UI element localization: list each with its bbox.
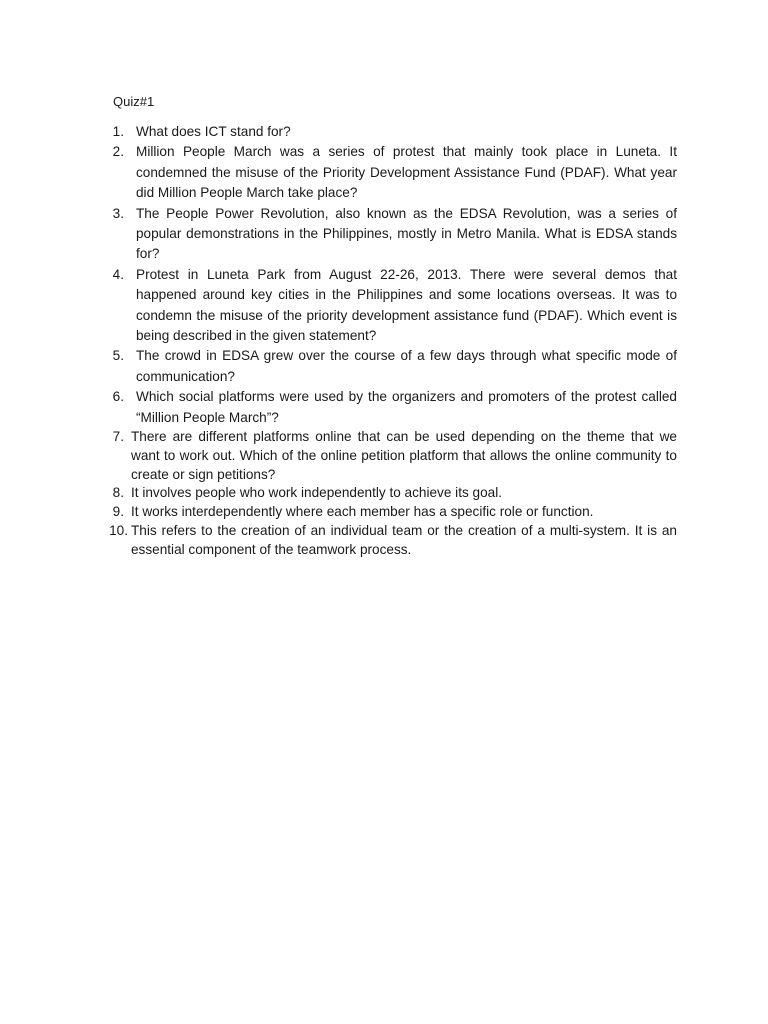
question-item — [106, 503, 677, 522]
question-number: 6. — [112, 389, 124, 405]
question-text: There are different platforms online that can be used depending on the theme that we want to work out. Which of the online petition platform that allows the online community to create or sign petitions? — [131, 429, 677, 482]
question-list — [106, 122, 677, 560]
question-text: This refers to the creation of an individual team or the creation of a multi-system. It is an essential component of the teamwork process. — [131, 523, 677, 557]
question-item — [106, 142, 677, 203]
question-text: Protest in Luneta Park from August 22-26, 2013. There were several demos that happened around key cities in the Philippines and some locations overseas. It was to condemn the misuse of the priority development assistance fund (PDAF). Which event is being described in the given statement? — [136, 266, 677, 344]
question-number: 8. — [112, 485, 124, 501]
question-text: Million People March was a series of protest that mainly took place in Luneta. It condemned the misuse of the Priority Development Assistance Fund (PDAF). What year did Million People March take place? — [136, 144, 677, 201]
question-number: 4. — [112, 266, 124, 282]
question-item — [106, 122, 677, 142]
question-text: The People Power Revolution, also known as the EDSA Revolution, was a series of popular demonstrations in the Philippines, mostly in Metro Manila. What is EDSA stands for? — [136, 205, 677, 262]
question-number: 9. — [112, 504, 124, 520]
question-item — [106, 204, 677, 265]
question-item — [106, 346, 677, 387]
question-number: 3. — [112, 205, 124, 221]
question-number: 2. — [112, 144, 124, 160]
question-text: It works interdependently where each member has a specific role or function. — [131, 504, 594, 520]
question-text: Which social platforms were used by the organizers and promoters of the protest called “Million People March”? — [136, 389, 677, 425]
quiz-title: Quiz#1 — [113, 94, 155, 109]
question-number: 1. — [112, 124, 124, 139]
question-text: It involves people who work independently to achieve its goal. — [131, 485, 503, 501]
question-number: 10. — [109, 523, 128, 539]
question-item — [106, 428, 677, 484]
question-text: What does ICT stand for? — [136, 124, 291, 139]
question-text: The crowd in EDSA grew over the course of a few days through what specific mode of communication? — [136, 348, 677, 384]
question-item — [106, 484, 677, 503]
question-number: 7. — [112, 429, 124, 445]
question-item — [106, 387, 677, 428]
question-item — [106, 522, 677, 560]
question-number: 5. — [112, 348, 124, 364]
question-item — [106, 265, 677, 347]
